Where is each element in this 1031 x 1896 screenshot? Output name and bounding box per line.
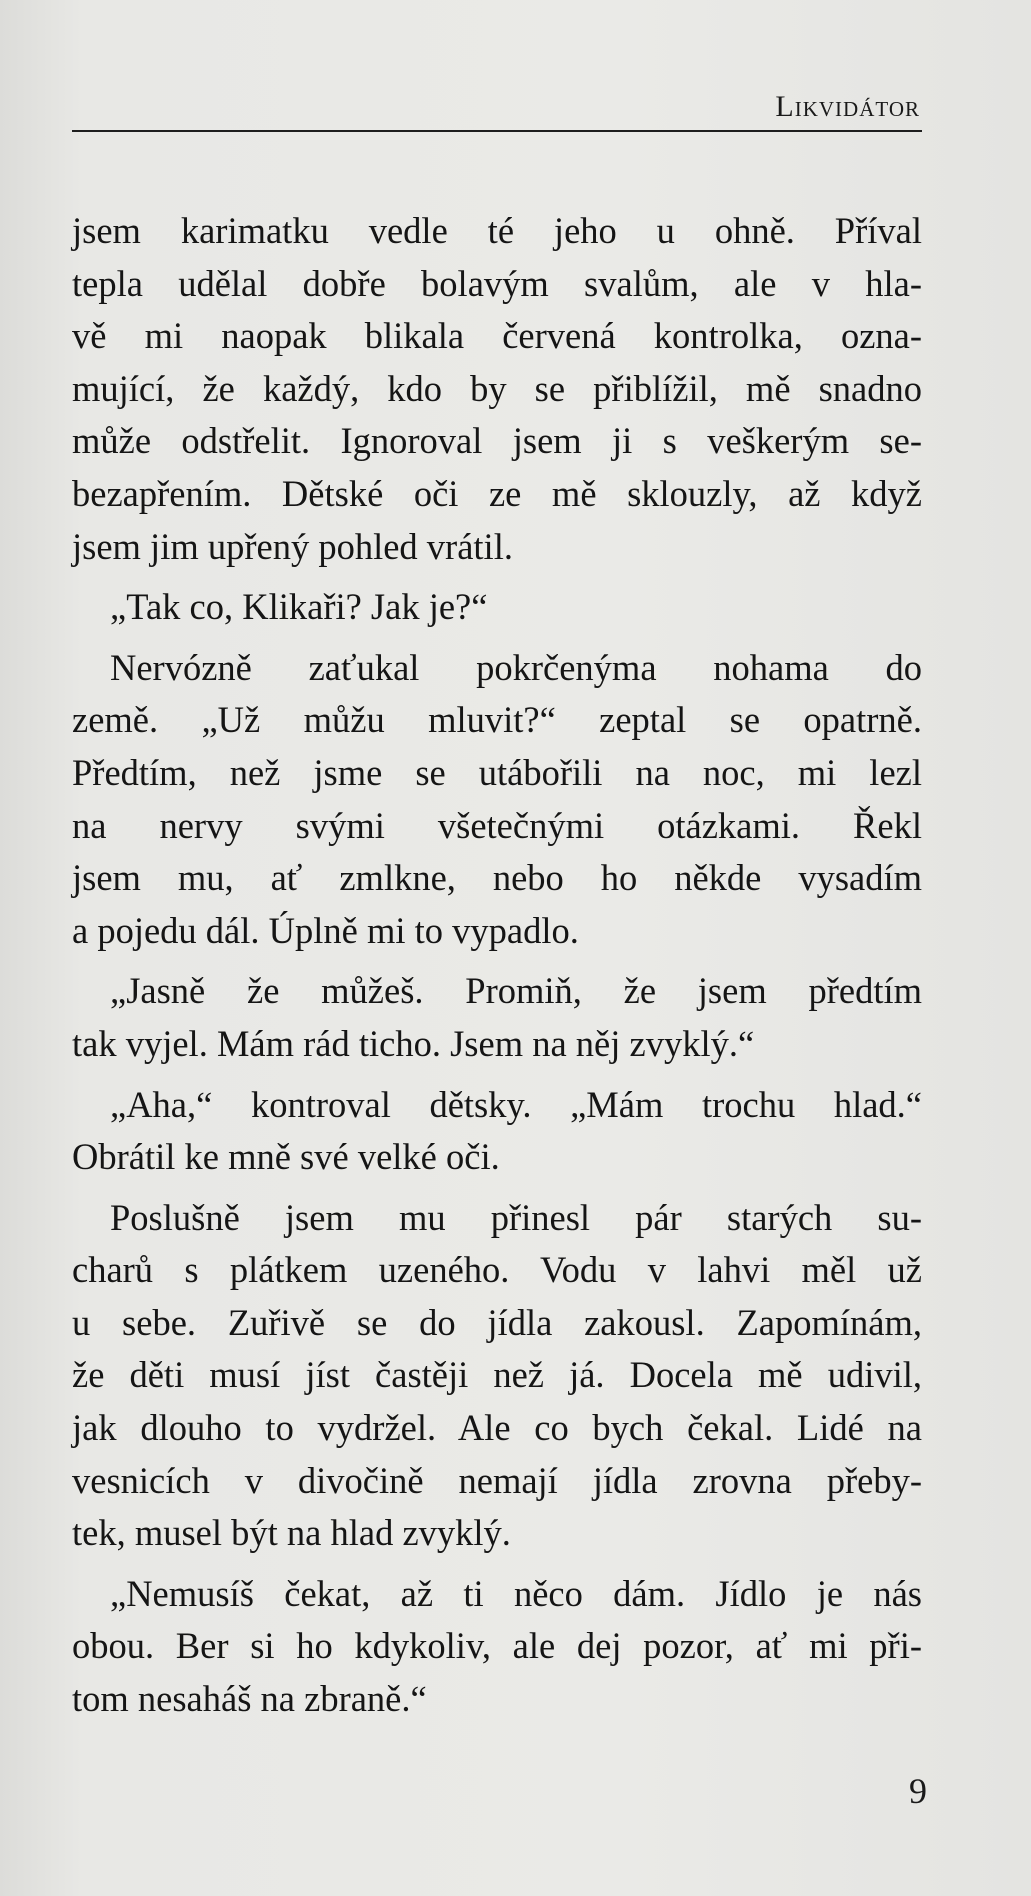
paragraph-gap [72,634,922,642]
text-line: mující, že každý, kdo by se přiblížil, mě snadno [72,367,922,409]
text-line: obou. Ber si ho kdykoliv, ale dej pozor, ať mi při- [72,1625,922,1667]
text-line: vě mi naopak blikala červená kontrolka, ozna- [72,315,922,357]
text-line: jsem jim upřený pohled vrátil. [72,525,513,567]
text-line: na nervy svými všetečnými otázkami. Řekl [72,804,922,846]
paragraph [72,581,922,634]
text-line: tek, musel být na hlad zvyklý. [72,1512,511,1554]
paragraph [72,1192,922,1560]
text-line: že děti musí jíst častěji než já. Docela mě udivil, [72,1354,922,1396]
text-line: tak vyjel. Mám rád ticho. Jsem na něj zvyklý.“ [72,1022,755,1064]
text-line: Předtím, než jsme se utábořili na noc, mi lezl [72,751,922,793]
running-title: Likvidátor [775,90,920,123]
text-line: „Tak co, Klikaři? Jak je?“ [110,586,488,628]
paragraph-gap [72,1560,922,1568]
body-text [72,205,922,1726]
text-line: u sebe. Zuřivě se do jídla zakousl. Zapomínám, [72,1301,922,1343]
text-line: může odstřelit. Ignoroval jsem ji s veškerým se- [72,420,922,462]
text-line: vesnicích v divočině nemají jídla zrovna přeby- [72,1459,922,1501]
page-number: 9 [909,1771,927,1811]
text-line: „Jasně že můžeš. Promiň, že jsem předtím [110,970,922,1012]
paragraph [72,965,922,1070]
paragraph-gap [72,1184,922,1192]
text-line: tom nesaháš na zbraně.“ [72,1678,427,1720]
paragraph [72,1079,922,1184]
paragraph [72,205,922,573]
text-line: jsem karimatku vedle té jeho u ohně. Příval [72,210,922,251]
text-line: „Aha,“ kontroval dětsky. „Mám trochu hlad.“ [110,1083,922,1125]
running-header [72,88,922,132]
text-line: bezapřením. Dětské oči ze mě sklouzly, až když [72,472,922,514]
paragraph-gap [72,1071,922,1079]
text-line: země. „Už můžu mluvit?“ zeptal se opatrně. [72,699,922,741]
text-line: jsem mu, ať zmlkne, nebo ho někde vysadím [72,857,922,899]
text-line: jak dlouho to vydržel. Ale co bych čekal. Lidé na [72,1407,922,1449]
text-line: Nervózně zaťukal pokrčenýma nohama do [110,646,922,688]
text-line: Poslušně jsem mu přinesl pár starých su- [110,1196,922,1238]
paragraph-gap [72,957,922,965]
text-line: a pojedu dál. Úplně mi to vypadlo. [72,909,579,951]
paragraph-gap [72,573,922,581]
paragraph [72,1568,922,1726]
text-line: „Nemusíš čekat, až ti něco dám. Jídlo je nás [110,1572,922,1614]
text-line: Obrátil ke mně své velké oči. [72,1136,500,1178]
text-line: charů s plátkem uzeného. Vodu v lahvi měl už [72,1249,922,1291]
paragraph [72,642,922,958]
text-line: tepla udělal dobře bolavým svalům, ale v hla- [72,262,922,304]
